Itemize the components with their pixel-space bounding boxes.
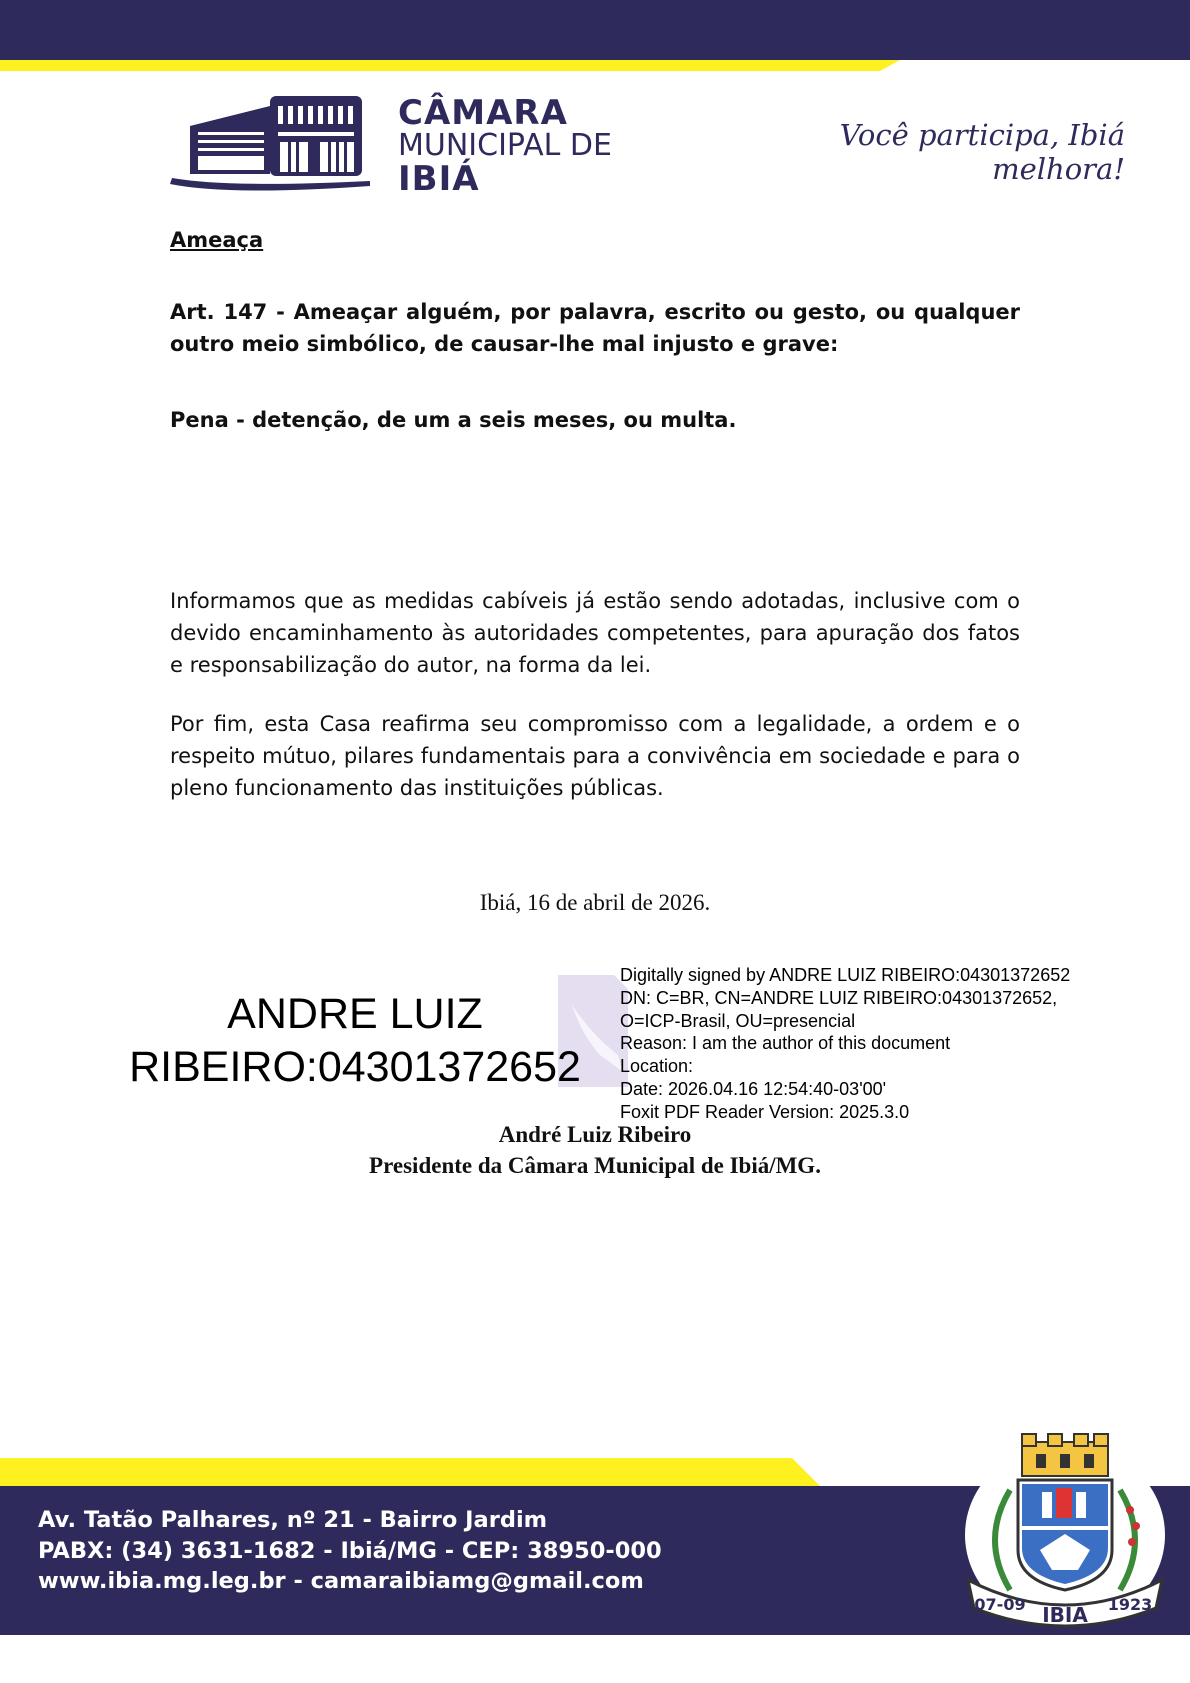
signature-detail-line: DN: C=BR, CN=ANDRE LUIZ RIBEIRO:04301372652,	[620, 987, 1058, 1008]
logo-wordmark	[398, 93, 612, 199]
logo-line-ibia: IBIÁ	[398, 159, 480, 199]
signature-detail-line: Foxit PDF Reader Version: 2025.3.0	[620, 1101, 910, 1122]
footer-contact	[38, 1505, 662, 1597]
footer-phone: PABX: (34) 3631-1682 - Ibiá/MG - CEP: 38950-000	[38, 1537, 662, 1564]
signature-details	[620, 964, 1070, 1124]
slogan: Você participa, Ibiá melhora!	[839, 118, 1125, 186]
signature-name-block	[90, 988, 620, 1094]
signature-detail-line: Date: 2026.04.16 12:54:40-03'00'	[620, 1078, 887, 1099]
law-article: Art. 147 - Ameaçar alguém, por palavra, escrito ou gesto, ou qualquer outro meio simbólico, de causar-lhe mal injusto e grave:	[170, 300, 1020, 356]
coat-ribbon-right: 1923	[1107, 1595, 1153, 1614]
section-heading: Ameaça	[170, 228, 264, 252]
logo-line-municipal: MUNICIPAL DE	[398, 128, 612, 163]
signature-detail-line: Location:	[620, 1056, 694, 1077]
signature-name-line2: RIBEIRO:04301372652	[129, 1043, 581, 1091]
coat-ribbon-left: 07-09	[974, 1595, 1026, 1614]
signature-detail-line: O=ICP-Brasil, OU=presencial	[620, 1010, 856, 1031]
camara-building-logo	[170, 88, 375, 198]
header-yellow-stripe	[0, 60, 900, 71]
header-band	[0, 0, 1190, 60]
signature-detail-line: Reason: I am the author of this document	[620, 1033, 951, 1054]
signer-name: André Luiz Ribeiro	[498, 1122, 692, 1147]
signature-name-line1: ANDRE LUIZ	[227, 990, 483, 1038]
coat-ribbon-center: IBIÁ	[1042, 1603, 1088, 1627]
footer-web-email: www.ibia.mg.leg.br - camaraibiamg@gmail.com	[38, 1568, 644, 1594]
logo-line-camara: CÂMARA	[398, 93, 568, 133]
date-line: Ibiá, 16 de abril de 2026.	[479, 890, 711, 915]
signer-title: Presidente da Câmara Municipal de Ibiá/MG.	[369, 1153, 821, 1178]
paragraph-measures: Informamos que as medidas cabíveis já estão sendo adotadas, inclusive com o devido encaminhamento às autoridades competentes, para apuração dos fatos e responsabilização do autor, na forma da lei.	[170, 589, 1020, 677]
signature-detail-line: Digitally signed by ANDRE LUIZ RIBEIRO:04301372652	[620, 965, 1071, 985]
paragraph-commitment: Por fim, esta Casa reafirma seu compromisso com a legalidade, a ordem e o respeito mútuo, pilares fundamentais para a convivência em sociedade e para o pleno funcionamento das instituições públicas.	[170, 712, 1020, 800]
footer-address: Av. Tatão Palhares, nº 21 - Bairro Jardim	[38, 1507, 548, 1533]
coat-of-arms-icon	[960, 1430, 1170, 1630]
footer-yellow-stripe	[0, 1458, 820, 1486]
law-penalty: Pena - detenção, de um a seis meses, ou multa.	[170, 408, 737, 432]
